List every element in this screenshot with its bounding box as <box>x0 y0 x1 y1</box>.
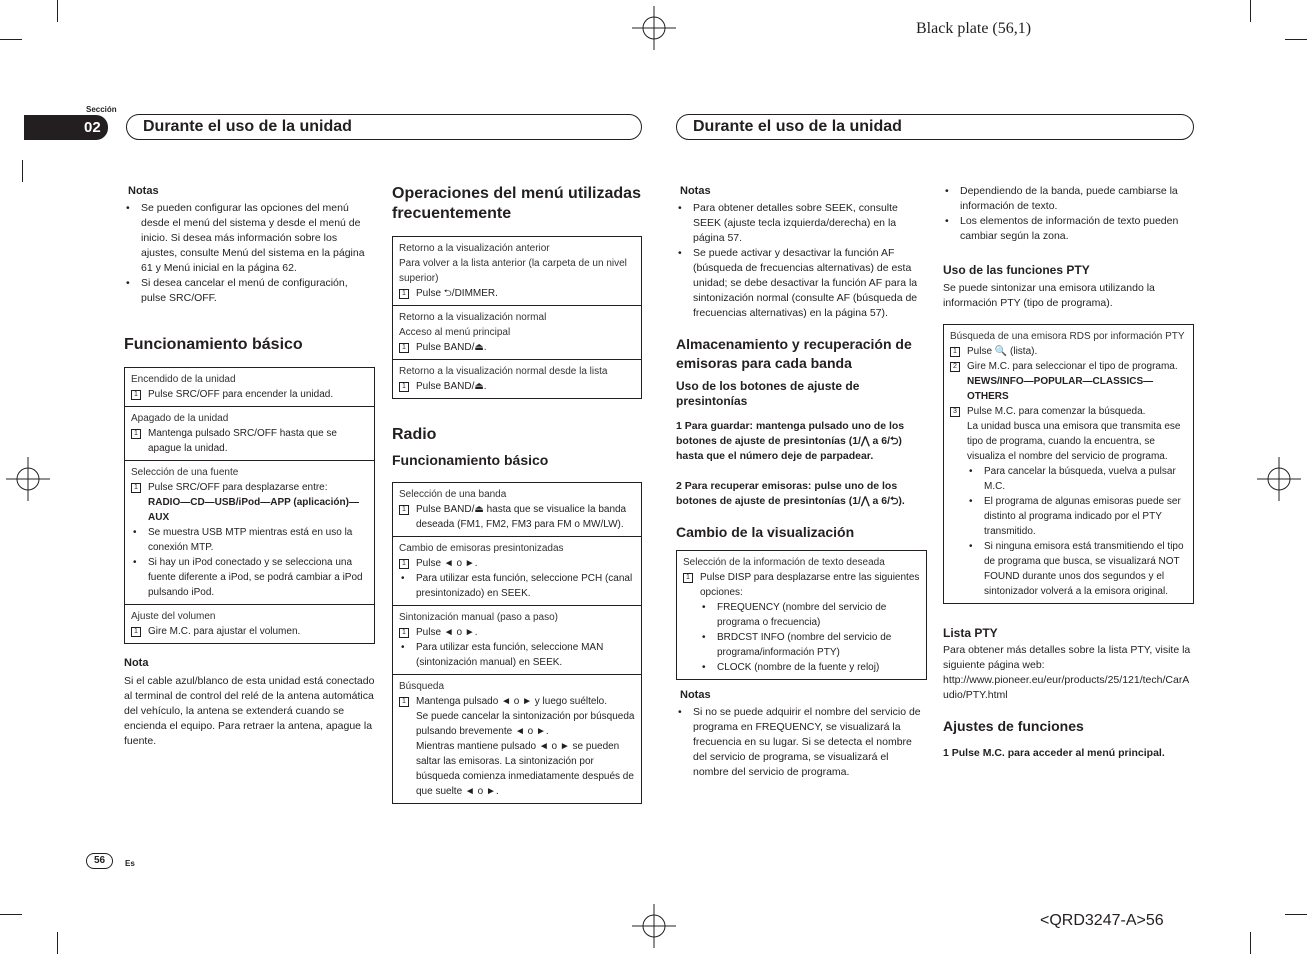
table-cell: Selección de una fuente 1 Pulse SRC/OFF para desplazarse entre: RADIO—CD—USB/iPod—APP (aplicación)—AUX • Se muestra USB MTP mientras está en uso la conexión MTP. • Si hay un iPod conectado y se selecciona una fuente diferente a iPod, se podrá cambiar a iPod pulsando iPod. <box>125 461 374 605</box>
cell-heading: Búsqueda <box>399 681 445 692</box>
section-label: Sección <box>86 105 117 114</box>
table-cell: Retorno a la visualización anterior Para volver a la lista anterior (la carpeta de un nivel superior) 1 Pulse ⮌/DIMMER. <box>393 237 641 306</box>
list-item: • Se pueden configurar las opciones del menú desde el menú del sistema y desde el menú de inicio. Si desea más información sobre los ajustes, consulte Menú del sistema en la página 61 y Menú inicial en la página 62. <box>124 201 375 276</box>
notes-list <box>676 705 927 780</box>
list-item: • El programa de algunas emisoras puede ser distinto al programa indicado por el PTY transmitido. <box>950 494 1187 539</box>
list-item: • Si ninguna emisora está transmitiendo el tipo de programa que busca, se visualizará NOT FOUND durante unos dos segundos y el sintonizador volverá a la emisora original. <box>950 539 1187 599</box>
step-text: Pulse ◄ o ►. <box>416 627 478 638</box>
cell-heading: Encendido de la unidad <box>131 374 236 385</box>
step-text: Pulse SRC/OFF para desplazarse entre: <box>148 482 328 493</box>
step-subtext: La unidad busca una emisora que transmita ese tipo de programa, cuando la encuentra, se visualiza el nombre del servicio de programa. <box>967 421 1181 462</box>
step-text: Mantenga pulsado SRC/OFF hasta que se apague la unidad. <box>148 428 337 454</box>
list-item: • Si hay un iPod conectado y se selecciona una fuente diferente a iPod, se podrá cambiar a iPod pulsando iPod. <box>131 555 368 600</box>
page-header-left: Durante el uso de la unidad <box>126 114 642 140</box>
plate-label: Black plate (56,1) <box>916 20 1032 37</box>
cell-heading: Selección de una fuente <box>131 467 239 478</box>
column-4 <box>943 184 1194 761</box>
table-cell: Selección de una banda 1 Pulse BAND/⏏ hasta que se visualice la banda deseada (FM1, FM2, FM3 para FM o MW/LW). <box>393 483 641 537</box>
table-cell: Retorno a la visualización normal Acceso al menú principal 1 Pulse BAND/⏏. <box>393 306 641 360</box>
crop-mark <box>57 932 58 954</box>
list-item: • Se puede activar y desactivar la función AF (búsqueda de frecuencias alternativas) de esta unidad; se debe desactivar la función AF para la sintonización normal (consulte AF (búsqueda de frecuencias alternativas) en la página 57). <box>676 246 927 321</box>
step-text: 2 Para recuperar emisoras: pulse uno de los botones de ajuste de presintonías (1/⋀ a 6/⮌). <box>676 480 905 507</box>
cell-heading: Retorno a la visualización anterior <box>399 243 550 254</box>
function-table <box>124 367 375 644</box>
table-cell: Búsqueda 1 Mantenga pulsado ◄ o ► y luego suéltelo. Se puede cancelar la sintonización por búsqueda pulsando brevemente ◄ o ►. Mientras mantiene pulsado ◄ o ► se pueden saltar las emisoras. La sintonización por búsqueda comienza inmediatamente después de que suelte ◄ o ►. <box>399 681 635 797</box>
list-item: • Para cancelar la búsqueda, vuelva a pulsar M.C. <box>950 464 1187 494</box>
list-item: • Para obtener detalles sobre SEEK, consulte SEEK (ajuste tecla izquierda/derecha) en la página 57. <box>676 201 927 246</box>
crop-mark <box>1285 914 1307 915</box>
table-cell: Ajuste del volumen 1 Gire M.C. para ajustar el volumen. <box>125 605 374 643</box>
cell-heading: Sintonización manual (paso a paso) <box>399 612 558 623</box>
table-cell: Retorno a la visualización normal desde la lista 1 Pulse BAND/⏏. <box>393 360 641 398</box>
list-item: • Se muestra USB MTP mientras está en uso la conexión MTP. <box>131 525 368 555</box>
display-table <box>676 550 927 680</box>
crop-mark <box>22 160 23 182</box>
list-item: • CLOCK (nombre de la fuente y reloj) <box>683 660 920 675</box>
table-cell: Selección de la información de texto deseada 1 Pulse DISP para desplazarse entre las siguientes opciones: • FREQUENCY (nombre del servicio de programa o frecuencia) • BRDCST INFO (nombre del servicio de programa/información PTY) • CLOCK (nombre de la fuente y reloj) <box>677 551 926 679</box>
pty-text: Se puede sintonizar una emisora utilizando la información PTY (tipo de programa). <box>943 282 1155 309</box>
subsection-title: Uso de las funciones PTY <box>943 263 1090 277</box>
registration-mark-icon <box>632 6 676 50</box>
step-text: Mantenga pulsado ◄ o ► y luego suéltelo. <box>416 696 608 707</box>
step-text: Pulse 🔍 (lista). <box>967 346 1038 357</box>
column-1 <box>124 184 375 749</box>
section-title: Funcionamiento básico <box>124 336 303 353</box>
note-text: Si el cable azul/blanco de esta unidad está conectado al terminal de control del relé de la antena automática del vehículo, la antena se extenderá cuando se encienda el equipo. Para retraer la antena, apague la fuente. <box>124 675 375 747</box>
cell-heading: Selección de la información de texto deseada <box>683 557 885 568</box>
step-text: Pulse BAND/⏏. <box>416 381 487 392</box>
language-label: Es <box>125 859 135 868</box>
cell-heading: Ajuste del volumen <box>131 611 216 622</box>
list-item: • Si no se puede adquirir el nombre del servicio de programa en FREQUENCY, se visualizará la frecuencia en su lugar. Si se detecta el nombre del servicio de programa, se visualizará el nombre del servicio de programa. <box>676 705 927 780</box>
cell-heading: Apagado de la unidad <box>131 413 229 424</box>
crop-mark <box>0 39 22 40</box>
subsection-title: Uso de los botones de ajuste de presintonías <box>676 379 860 408</box>
table-cell: Búsqueda de una emisora RDS por información PTY 1 Pulse 🔍 (lista). 2 Gire M.C. para seleccionar el tipo de programa. NEWS/INFO—POPULAR—CLASSICS—OTHERS 3 Pulse M.C. para comenzar la búsqueda. La unidad busca una emisora que transmita ese tipo de programa, cuando la encuentra, se visualiza el nombre del servicio de programa. • Para cancelar la búsqueda, vuelva a pulsar M.C. • El programa de algunas emisoras puede ser distinto al programa indicado por el PTY transmitido. • Si ninguna emisora está transmitiendo el tipo de programa que busca, se visualizará NOT FOUND durante unos dos segundos y el sintonizador volverá a la emisora original. <box>944 325 1193 603</box>
cell-heading: Retorno a la visualización normal <box>399 312 547 323</box>
step-subtext: NEWS/INFO—POPULAR—CLASSICS—OTHERS <box>967 376 1154 402</box>
step-text: Pulse ⮌/DIMMER. <box>416 288 498 299</box>
page-number-badge: 56 <box>86 853 113 869</box>
registration-mark-icon <box>632 904 676 948</box>
radio-table <box>392 482 642 804</box>
list-item: • Para utilizar esta función, seleccione MAN (sintonización manual) en SEEK. <box>399 640 635 670</box>
step-text: 1 Pulse M.C. para acceder al menú principal. <box>943 747 1165 759</box>
list-item: • Si desea cancelar el menú de configuración, pulse SRC/OFF. <box>124 276 375 306</box>
lista-text: Para obtener más detalles sobre la lista PTY, visite la siguiente página web: <box>943 644 1191 671</box>
crop-mark <box>0 914 22 915</box>
section-title: Almacenamiento y recuperación de emisoras para cada banda <box>676 336 912 371</box>
step-subtext: Mientras mantiene pulsado ◄ o ► se pueden saltar las emisoras. La sintonización por búsqueda comienza inmediatamente después de que suelte ◄ o ►. <box>416 741 634 797</box>
step-text: Gire M.C. para ajustar el volumen. <box>148 626 301 637</box>
list-item: • Los elementos de información de texto pueden cambiar según la zona. <box>943 214 1194 244</box>
crop-mark <box>1285 39 1307 40</box>
step-text: Pulse BAND/⏏ hasta que se visualice la banda deseada (FM1, FM2, FM3 para FM o MW/LW). <box>416 504 627 530</box>
info-list <box>943 184 1194 244</box>
cell-heading: Acceso al menú principal <box>399 327 511 338</box>
section-number-badge: 02 <box>24 115 108 140</box>
crop-mark <box>1250 932 1251 954</box>
cell-heading: Búsqueda de una emisora RDS por información PTY <box>950 331 1185 342</box>
step-text: Pulse SRC/OFF para encender la unidad. <box>148 389 334 400</box>
column-3 <box>676 184 927 780</box>
list-item: • BRDCST INFO (nombre del servicio de programa/información PTY) <box>683 630 920 660</box>
registration-mark-icon <box>1257 457 1301 501</box>
step-text: Pulse ◄ o ►. <box>416 558 478 569</box>
table-cell: Apagado de la unidad 1 Mantenga pulsado SRC/OFF hasta que se apague la unidad. <box>125 407 374 461</box>
section-title: Cambio de la visualización <box>676 524 855 540</box>
table-cell: Encendido de la unidad 1 Pulse SRC/OFF para encender la unidad. <box>125 368 374 407</box>
notes-list <box>676 201 927 321</box>
list-item: • Para utilizar esta función, seleccione PCH (canal presintonizado) en SEEK. <box>399 571 635 601</box>
section-title: Operaciones del menú utilizadas frecuentemente <box>392 185 641 222</box>
note-title: Nota <box>124 657 149 669</box>
notes-title: Notas <box>680 689 711 701</box>
cell-heading: Cambio de emisoras presintonizadas <box>399 543 564 554</box>
step-text: Gire M.C. para seleccionar el tipo de programa. <box>967 361 1178 372</box>
menu-table <box>392 236 642 399</box>
step-text: Pulse M.C. para comenzar la búsqueda. <box>967 406 1146 417</box>
table-cell: Cambio de emisoras presintonizadas 1 Pulse ◄ o ►. • Para utilizar esta función, seleccione PCH (canal presintonizado) en SEEK. <box>393 537 641 606</box>
crop-mark <box>57 0 58 22</box>
column-2 <box>392 184 642 804</box>
step-text: 1 Para guardar: mantenga pulsado uno de los botones de ajuste de presintonías (1/⋀ a 6/⮌) hasta que el número deje de parpadear. <box>676 420 905 462</box>
document-code: <QRD3247-A>56 <box>1040 912 1164 929</box>
registration-mark-icon <box>6 457 50 501</box>
crop-mark <box>1250 0 1251 22</box>
step-text: Pulse DISP para desplazarse entre las siguientes opciones: <box>700 572 920 598</box>
subsection-title: Lista PTY <box>943 626 998 640</box>
pty-url-link[interactable]: http://www.pioneer.eu/eur/products/25/121/tech/CarAudio/PTY.html <box>943 674 1190 701</box>
subsection-title: Funcionamiento básico <box>392 452 549 468</box>
list-item: • FREQUENCY (nombre del servicio de programa o frecuencia) <box>683 600 920 630</box>
section-title: Ajustes de funciones <box>943 718 1084 734</box>
cell-heading: Selección de una banda <box>399 489 507 500</box>
cell-heading: Retorno a la visualización normal desde la lista <box>399 366 608 377</box>
step-text: Pulse BAND/⏏. <box>416 342 487 353</box>
step-subtext: RADIO—CD—USB/iPod—APP (aplicación)—AUX <box>148 497 359 523</box>
notes-list <box>124 201 375 306</box>
notes-title: Notas <box>680 185 711 197</box>
table-cell: Sintonización manual (paso a paso) 1 Pulse ◄ o ►. • Para utilizar esta función, seleccione MAN (sintonización manual) en SEEK. <box>393 606 641 675</box>
cell-heading: Para volver a la lista anterior (la carpeta de un nivel superior) <box>399 258 627 284</box>
notes-title: Notas <box>128 185 159 197</box>
page-header-right: Durante el uso de la unidad <box>676 114 1194 140</box>
list-item: • Dependiendo de la banda, puede cambiarse la información de texto. <box>943 184 1194 214</box>
step-subtext: Se puede cancelar la sintonización por búsqueda pulsando brevemente ◄ o ►. <box>416 711 635 737</box>
pty-table <box>943 324 1194 604</box>
section-title: Radio <box>392 426 437 443</box>
